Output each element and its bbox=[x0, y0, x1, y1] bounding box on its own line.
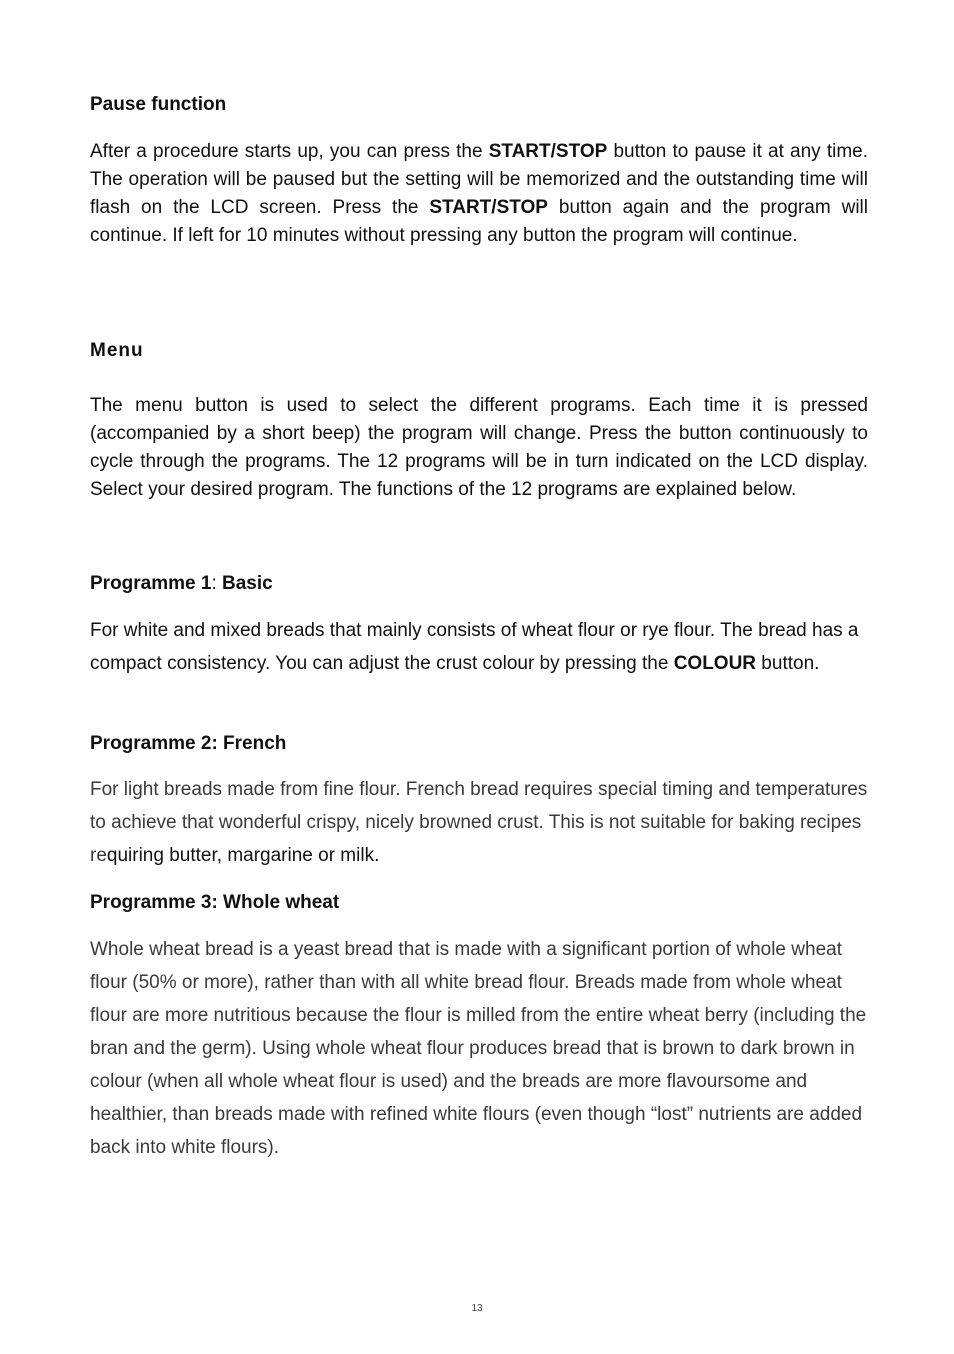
page-number: 13 bbox=[471, 1303, 483, 1314]
programme-3-heading: Programme 3: Whole wheat bbox=[90, 892, 340, 913]
pause-function-paragraph: After a procedure starts up, you can press the START/STOP button to pause it at any time. The operation will be paused but the setting will be memorized and the outstanding time will flash on the LCD screen. Press the START/STOP button again and the program will continue. If left for 10 minutes without pressing any button the program will continue. bbox=[90, 141, 869, 246]
start-stop-label: START/STOP bbox=[429, 197, 548, 218]
pause-function-heading: Pause function bbox=[90, 94, 227, 115]
start-stop-label: START/STOP bbox=[488, 141, 608, 162]
programme-2-heading: Programme 2: French bbox=[90, 733, 287, 754]
menu-heading: Menu bbox=[90, 340, 144, 361]
programme-1-paragraph: For white and mixed breads that mainly consists of wheat flour or rye flour. The bread has a compact consistency. You can adjust the crust colour by pressing the COLOUR button. bbox=[90, 620, 859, 674]
colour-label: COLOUR bbox=[673, 653, 757, 674]
programme-2-paragraph: For light breads made from fine flour. French bread requires special timing and temperatures to achieve that wonderful crispy, nicely browned crust. This is not suitable for baking recipes requiring butter, margarine or milk. bbox=[90, 779, 868, 866]
menu-paragraph: The menu button is used to select the different programs. Each time it is pressed (accompanied by a short beep) the program will change. Press the button continuously to cycle through the programs. The 12 programs will be in turn indicated on the LCD display. Select your desired program. The functions of the 12 programs are explained below. bbox=[90, 395, 868, 500]
programme-1-heading: Programme 1: Basic bbox=[90, 573, 273, 594]
programme-3-paragraph: Whole wheat bread is a yeast bread that is made with a significant portion of whole wheat flour (50% or more), rather than with all white bread flour. Breads made from whole wheat flour are more nutritious because the flour is milled from the entire wheat berry (including the bran and the germ). Using whole wheat flour produces bread that is brown to dark brown in colour (when all whole wheat flour is used) and the breads are more flavoursome and healthier, than breads made with refined white flours (even though “lost” nutrients are added back into white flours). bbox=[90, 939, 867, 1158]
